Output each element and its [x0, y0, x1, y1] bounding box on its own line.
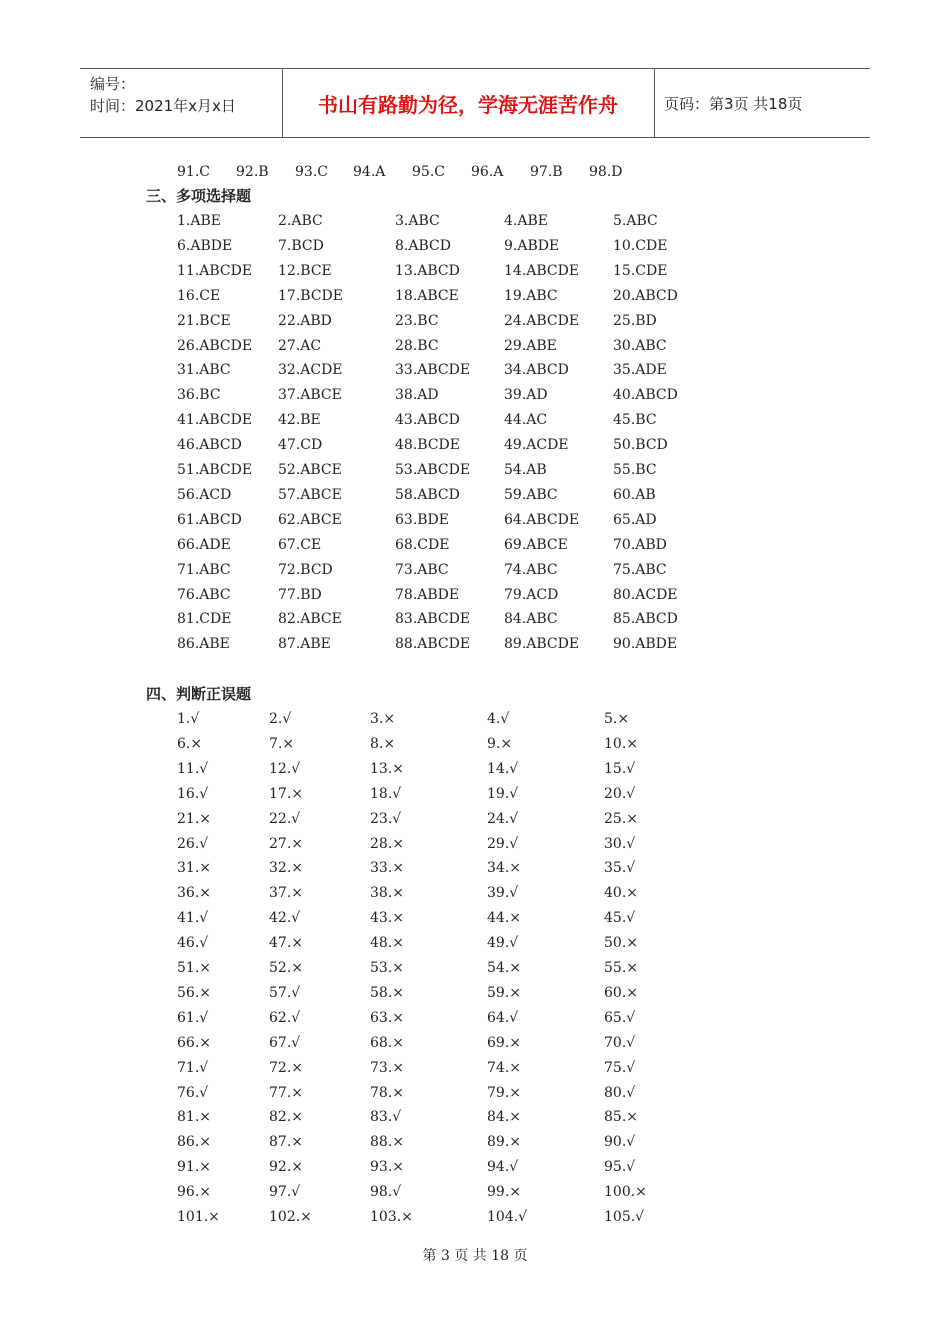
answer-item: 19.√	[487, 785, 519, 802]
answer-item: 63.BDE	[395, 511, 449, 528]
answer-item: 6.×	[177, 735, 203, 752]
answer-item: 12.√	[269, 760, 301, 777]
header-page-label: 页码：第3页 共18页	[664, 94, 803, 113]
answer-item: 53.ABCDE	[395, 462, 471, 478]
answer-item: 98.D	[589, 164, 623, 180]
answer-item: 41.√	[177, 910, 209, 927]
answer-item: 15.CDE	[613, 262, 668, 279]
answer-item: 40.ABCD	[613, 387, 678, 404]
answer-item: 18.√	[370, 785, 402, 802]
answer-item: 80.ACDE	[613, 586, 678, 603]
answer-item: 88.×	[370, 1134, 404, 1151]
answer-item: 36.BC	[177, 387, 221, 404]
answer-item: 87.ABE	[278, 636, 331, 653]
answer-item: 95.C	[412, 164, 445, 180]
answer-item: 29.ABE	[504, 337, 557, 354]
header-divider	[654, 69, 655, 137]
answer-item: 29.√	[487, 835, 519, 852]
answer-item: 91.C	[177, 164, 210, 180]
answer-item: 34.×	[487, 860, 521, 877]
answer-item: 42.√	[269, 910, 301, 927]
answer-item: 58.ABCD	[395, 486, 460, 503]
answer-item: 13.ABCD	[395, 262, 460, 279]
answer-item: 19.ABC	[504, 287, 558, 304]
answer-item: 8.ABCD	[395, 237, 451, 254]
answer-item: 14.√	[487, 760, 519, 777]
answer-item: 13.×	[370, 760, 404, 777]
answer-item: 52.ABCE	[278, 462, 342, 478]
answer-item: 3.×	[370, 711, 396, 727]
answer-item: 2.√	[269, 711, 292, 727]
answer-item: 78.×	[370, 1084, 404, 1101]
multiple-choice-title: 三、多项选择题	[146, 187, 252, 205]
answer-item: 89.×	[487, 1134, 521, 1151]
answer-item: 24.ABCDE	[504, 312, 580, 329]
answer-item: 8.×	[370, 735, 396, 752]
answer-item: 58.×	[370, 984, 404, 1001]
answer-item: 57.ABCE	[278, 486, 342, 503]
header-meta	[90, 73, 236, 117]
answer-item: 88.ABCDE	[395, 636, 471, 653]
answer-item: 59.×	[487, 984, 521, 1001]
answer-item: 59.ABC	[504, 486, 558, 503]
answer-item: 6.ABDE	[177, 237, 233, 254]
header-motto: 书山有路勤为径，学海无涯苦作舟	[318, 92, 618, 117]
answer-item: 37.×	[269, 885, 303, 902]
answer-item: 22.√	[269, 810, 301, 827]
answer-item: 38.AD	[395, 387, 439, 404]
answer-item: 4.√	[487, 711, 510, 727]
answer-item: 64.√	[487, 1009, 519, 1026]
answer-item: 31.ABC	[177, 362, 231, 379]
answer-item: 65.√	[604, 1009, 636, 1026]
answer-item: 84.ABC	[504, 611, 558, 628]
answer-item: 11.√	[177, 760, 209, 777]
answer-item: 62.√	[269, 1009, 301, 1026]
answer-item: 94.A	[353, 164, 386, 180]
answer-item: 89.ABCDE	[504, 636, 580, 653]
answer-item: 60.×	[604, 984, 638, 1001]
answer-item: 40.×	[604, 885, 638, 902]
page-header	[80, 68, 870, 138]
answer-item: 72.×	[269, 1059, 303, 1076]
answer-item: 96.×	[177, 1184, 211, 1201]
answer-item: 102.×	[269, 1209, 312, 1225]
answer-item: 93.×	[370, 1159, 404, 1176]
answer-item: 3.ABC	[395, 213, 440, 229]
answer-item: 25.BD	[613, 312, 657, 329]
answer-item: 43.×	[370, 910, 404, 927]
answer-item: 36.×	[177, 885, 211, 902]
answer-item: 48.BCDE	[395, 437, 460, 454]
answer-item: 54.AB	[504, 462, 547, 478]
answer-item: 77.×	[269, 1084, 303, 1101]
answer-item: 86.×	[177, 1134, 211, 1151]
answer-item: 64.ABCDE	[504, 511, 580, 528]
answer-item: 79.×	[487, 1084, 521, 1101]
answer-item: 20.√	[604, 785, 636, 802]
answer-item: 87.×	[269, 1134, 303, 1151]
answer-item: 60.AB	[613, 486, 656, 503]
answer-item: 21.×	[177, 810, 211, 827]
answer-item: 63.×	[370, 1009, 404, 1026]
answer-item: 45.BC	[613, 412, 657, 429]
answer-item: 75.ABC	[613, 561, 667, 578]
answer-item: 7.×	[269, 735, 295, 752]
answer-item: 62.ABCE	[278, 511, 342, 528]
answer-item: 21.BCE	[177, 312, 231, 329]
answer-item: 90.√	[604, 1134, 636, 1151]
answer-item: 30.ABC	[613, 337, 667, 354]
answer-item: 44.AC	[504, 412, 548, 429]
answer-item: 67.√	[269, 1034, 301, 1051]
answer-item: 96.A	[471, 164, 504, 180]
answer-item: 24.√	[487, 810, 519, 827]
answer-item: 83.ABCDE	[395, 611, 471, 628]
answer-item: 42.BE	[278, 412, 321, 429]
answer-item: 32.ACDE	[278, 362, 343, 379]
answer-item: 76.√	[177, 1084, 209, 1101]
answer-item: 73.ABC	[395, 561, 449, 578]
answer-item: 47.×	[269, 935, 303, 952]
answer-item: 9.×	[487, 735, 513, 752]
answer-item: 97.B	[530, 164, 563, 180]
answer-item: 52.×	[269, 960, 303, 976]
answer-item: 98.√	[370, 1184, 402, 1201]
answer-item: 10.×	[604, 735, 638, 752]
answer-item: 48.×	[370, 935, 404, 952]
answer-item: 28.BC	[395, 337, 439, 354]
answer-item: 75.√	[604, 1059, 636, 1076]
answer-item: 55.×	[604, 960, 638, 976]
answer-item: 49.√	[487, 935, 519, 952]
answer-item: 5.×	[604, 711, 630, 727]
answer-item: 39.AD	[504, 387, 548, 404]
answer-item: 77.BD	[278, 586, 322, 603]
answer-item: 10.CDE	[613, 237, 668, 254]
answer-item: 38.×	[370, 885, 404, 902]
number-label: 编号：	[90, 75, 136, 93]
answer-item: 23.√	[370, 810, 402, 827]
answer-item: 97.√	[269, 1184, 301, 1201]
answer-item: 100.×	[604, 1184, 647, 1201]
answer-item: 1.ABE	[177, 213, 221, 229]
answer-item: 65.AD	[613, 511, 657, 528]
answer-item: 69.ABCE	[504, 536, 568, 553]
answer-item: 30.√	[604, 835, 636, 852]
answer-item: 43.ABCD	[395, 412, 460, 429]
answer-item: 95.√	[604, 1159, 636, 1176]
answer-item: 41.ABCDE	[177, 412, 253, 429]
answer-item: 99.×	[487, 1184, 521, 1201]
time-label: 时间：2021年x月x日	[90, 97, 236, 115]
answer-item: 37.ABCE	[278, 387, 342, 404]
answer-item: 66.×	[177, 1034, 211, 1051]
answer-item: 56.×	[177, 984, 211, 1001]
answer-item: 84.×	[487, 1109, 521, 1126]
answer-item: 90.ABDE	[613, 636, 678, 653]
answer-item: 2.ABC	[278, 213, 323, 229]
answer-item: 91.×	[177, 1159, 211, 1176]
answer-item: 1.√	[177, 711, 200, 727]
answer-item: 76.ABC	[177, 586, 231, 603]
answer-item: 4.ABE	[504, 213, 548, 229]
answer-item: 17.BCDE	[278, 287, 343, 304]
answer-item: 51.ABCDE	[177, 462, 253, 478]
answer-item: 39.√	[487, 885, 519, 902]
answer-item: 35.ADE	[613, 362, 667, 379]
answer-item: 85.×	[604, 1109, 638, 1126]
answer-item: 66.ADE	[177, 536, 231, 553]
answer-item: 46.√	[177, 935, 209, 952]
answer-item: 53.×	[370, 960, 404, 976]
true-false-title: 四、判断正误题	[146, 685, 252, 703]
answer-item: 33.ABCDE	[395, 362, 471, 379]
answer-item: 5.ABC	[613, 213, 658, 229]
answer-item: 61.ABCD	[177, 511, 242, 528]
answer-item: 22.ABD	[278, 312, 332, 329]
answer-item: 67.CE	[278, 536, 322, 553]
answer-item: 74.ABC	[504, 561, 558, 578]
answer-item: 70.ABD	[613, 536, 667, 553]
answer-item: 51.×	[177, 960, 211, 976]
answer-item: 47.CD	[278, 437, 323, 454]
answer-item: 103.×	[370, 1209, 413, 1225]
answer-item: 16.CE	[177, 287, 221, 304]
answer-item: 69.×	[487, 1034, 521, 1051]
answer-item: 16.√	[177, 785, 209, 802]
answer-item: 26.√	[177, 835, 209, 852]
answer-item: 44.×	[487, 910, 521, 927]
answer-item: 26.ABCDE	[177, 337, 253, 354]
answer-item: 82.ABCE	[278, 611, 342, 628]
answer-item: 72.BCD	[278, 561, 333, 578]
answer-item: 15.√	[604, 760, 636, 777]
answer-item: 81.CDE	[177, 611, 232, 628]
answer-item: 61.√	[177, 1009, 209, 1026]
answer-item: 20.ABCD	[613, 287, 678, 304]
answer-item: 23.BC	[395, 312, 439, 329]
answer-item: 32.×	[269, 860, 303, 877]
answer-item: 79.ACD	[504, 586, 559, 603]
answer-item: 33.×	[370, 860, 404, 877]
answer-item: 71.ABC	[177, 561, 231, 578]
answer-item: 82.×	[269, 1109, 303, 1126]
answer-item: 54.×	[487, 960, 521, 976]
answer-item: 12.BCE	[278, 262, 332, 279]
answer-item: 25.×	[604, 810, 638, 827]
answer-item: 105.√	[604, 1209, 645, 1225]
answer-item: 49.ACDE	[504, 437, 569, 454]
answer-item: 94.√	[487, 1159, 519, 1176]
answer-item: 70.√	[604, 1034, 636, 1051]
answer-item: 50.×	[604, 935, 638, 952]
answer-item: 101.×	[177, 1209, 220, 1225]
answer-item: 93.C	[295, 164, 328, 180]
answer-item: 56.ACD	[177, 486, 232, 503]
answer-item: 11.ABCDE	[177, 262, 253, 279]
answer-item: 50.BCD	[613, 437, 668, 454]
answer-item: 27.AC	[278, 337, 322, 354]
answer-item: 14.ABCDE	[504, 262, 580, 279]
answer-item: 80.√	[604, 1084, 636, 1101]
answer-item: 17.×	[269, 785, 303, 802]
answer-item: 31.×	[177, 860, 211, 877]
answer-item: 7.BCD	[278, 237, 324, 254]
answer-item: 28.×	[370, 835, 404, 852]
answer-item: 92.B	[236, 164, 269, 180]
answer-item: 74.×	[487, 1059, 521, 1076]
answer-item: 46.ABCD	[177, 437, 242, 454]
answer-item: 55.BC	[613, 462, 657, 478]
answer-item: 85.ABCD	[613, 611, 678, 628]
answer-item: 27.×	[269, 835, 303, 852]
answer-item: 81.×	[177, 1109, 211, 1126]
answer-item: 68.×	[370, 1034, 404, 1051]
answer-item: 71.√	[177, 1059, 209, 1076]
answer-item: 45.√	[604, 910, 636, 927]
answer-item: 35.√	[604, 860, 636, 877]
answer-item: 18.ABCE	[395, 287, 459, 304]
answer-item: 78.ABDE	[395, 586, 460, 603]
answer-item: 34.ABCD	[504, 362, 569, 379]
answer-item: 57.√	[269, 984, 301, 1001]
page-footer: 第 3 页 共 18 页	[422, 1248, 528, 1264]
answer-item: 83.√	[370, 1109, 402, 1126]
answer-item: 92.×	[269, 1159, 303, 1176]
answer-item: 73.×	[370, 1059, 404, 1076]
answer-item: 86.ABE	[177, 636, 230, 653]
answer-item: 9.ABDE	[504, 237, 560, 254]
answer-item: 104.√	[487, 1209, 528, 1225]
answer-item: 68.CDE	[395, 536, 450, 553]
